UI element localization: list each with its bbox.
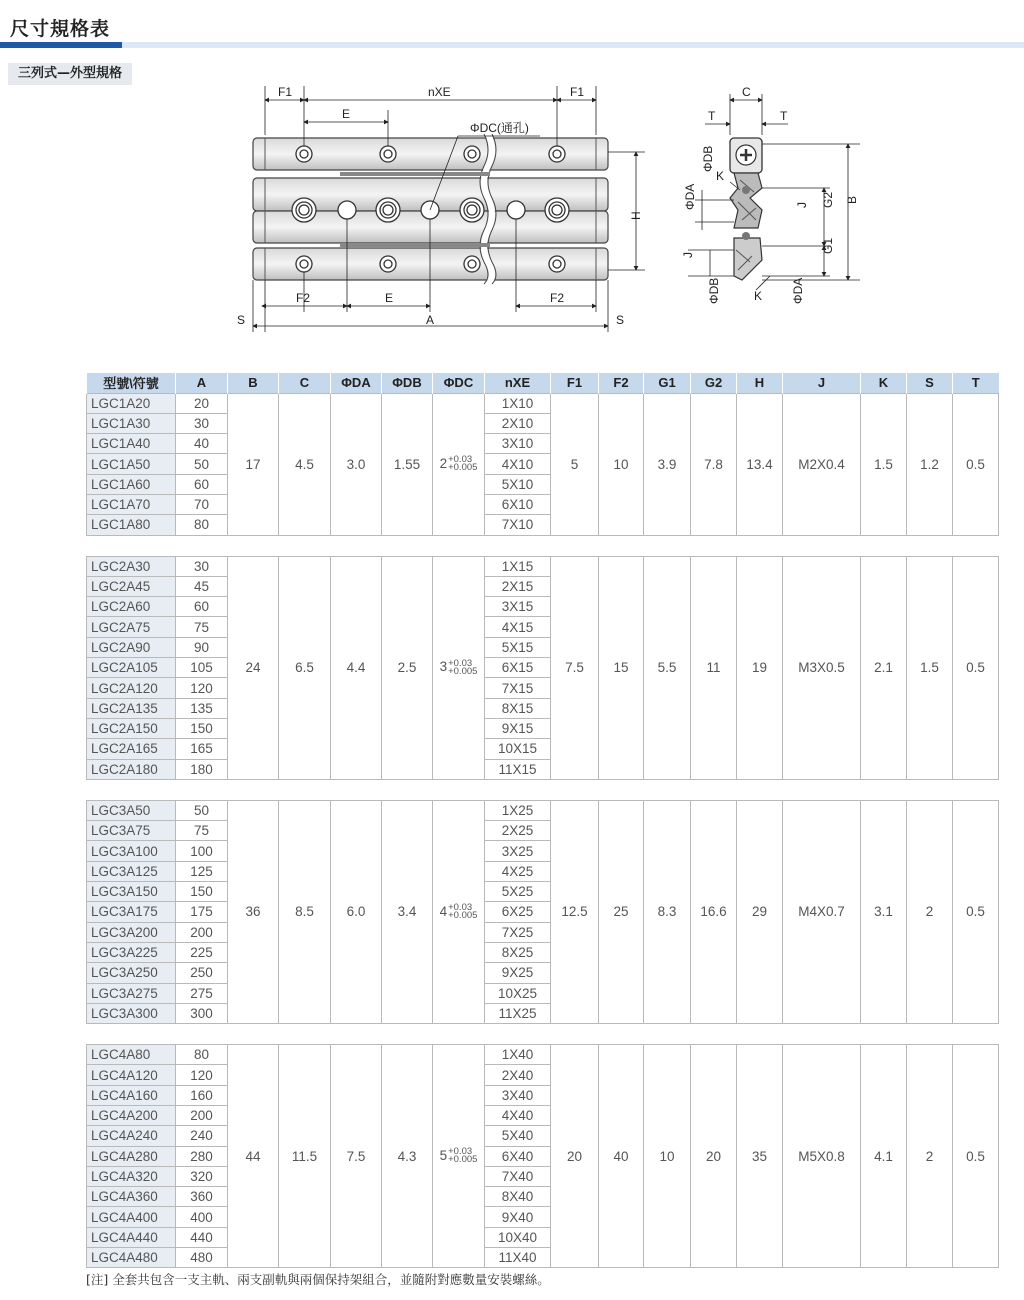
model-cell: LGC3A275 bbox=[87, 983, 176, 1003]
t-cell: 0.5 bbox=[953, 1045, 999, 1268]
model-cell: LGC1A70 bbox=[87, 494, 176, 514]
nxe-cell: 10X40 bbox=[485, 1227, 551, 1247]
column-header: C bbox=[279, 373, 331, 393]
nxe-cell: 7X40 bbox=[485, 1166, 551, 1186]
svg-text:J: J bbox=[681, 252, 695, 258]
dc-cell bbox=[433, 393, 485, 535]
a-cell: 40 bbox=[176, 434, 228, 454]
model-cell: LGC2A60 bbox=[87, 597, 176, 617]
model-cell: LGC2A75 bbox=[87, 617, 176, 637]
model-cell: LGC3A50 bbox=[87, 800, 176, 820]
a-cell: 225 bbox=[176, 942, 228, 962]
tolerance-upper: +0.03 bbox=[448, 657, 473, 669]
nxe-cell: 9X25 bbox=[485, 963, 551, 983]
b-cell: 36 bbox=[228, 800, 279, 1023]
nxe-cell: 5X10 bbox=[485, 474, 551, 494]
model-cell: LGC2A150 bbox=[87, 718, 176, 738]
tolerance-upper: +0.03 bbox=[448, 454, 473, 466]
nxe-cell: 6X10 bbox=[485, 494, 551, 514]
column-header: 型號\符號 bbox=[87, 373, 176, 393]
c-cell: 4.5 bbox=[279, 393, 331, 535]
f2-cell: 15 bbox=[599, 556, 644, 779]
dc-cell bbox=[433, 1045, 485, 1268]
tolerance-lower: +0.005 bbox=[448, 462, 478, 474]
model-cell: LGC2A165 bbox=[87, 739, 176, 759]
nxe-cell: 2X10 bbox=[485, 413, 551, 433]
a-cell: 300 bbox=[176, 1003, 228, 1023]
model-cell: LGC3A150 bbox=[87, 882, 176, 902]
c-cell: 11.5 bbox=[279, 1045, 331, 1268]
a-cell: 135 bbox=[176, 698, 228, 718]
footnote: [注] 全套共包含一支主軌、兩支副軌與兩個保持架組合，並隨附對應數量安裝螺絲。 bbox=[86, 1272, 550, 1287]
db-cell: 2.5 bbox=[382, 556, 433, 779]
dc-tolerance bbox=[448, 1148, 477, 1164]
a-cell: 60 bbox=[176, 597, 228, 617]
model-cell: LGC2A105 bbox=[87, 658, 176, 678]
h-cell: 29 bbox=[737, 800, 783, 1023]
section-title: 三列式—外型規格 bbox=[8, 63, 132, 85]
column-header: ΦDA bbox=[331, 373, 382, 393]
a-cell: 480 bbox=[176, 1248, 228, 1268]
column-header: S bbox=[907, 373, 953, 393]
model-cell: LGC2A90 bbox=[87, 637, 176, 657]
nxe-cell: 10X25 bbox=[485, 983, 551, 1003]
model-cell: LGC3A250 bbox=[87, 963, 176, 983]
nxe-cell: 4X25 bbox=[485, 861, 551, 881]
nxe-cell: 2X25 bbox=[485, 821, 551, 841]
nxe-cell: 10X15 bbox=[485, 739, 551, 759]
model-cell: LGC3A200 bbox=[87, 922, 176, 942]
table-row bbox=[87, 556, 999, 576]
nxe-cell: 8X15 bbox=[485, 698, 551, 718]
a-cell: 70 bbox=[176, 494, 228, 514]
f1-cell: 20 bbox=[551, 1045, 599, 1268]
svg-text:ΦDC(通孔): ΦDC(通孔) bbox=[470, 121, 529, 135]
nxe-cell: 9X15 bbox=[485, 718, 551, 738]
model-cell: LGC3A225 bbox=[87, 942, 176, 962]
a-cell: 240 bbox=[176, 1126, 228, 1146]
f1-cell: 7.5 bbox=[551, 556, 599, 779]
nxe-cell: 3X10 bbox=[485, 434, 551, 454]
svg-text:B: B bbox=[845, 195, 859, 204]
nxe-cell: 8X40 bbox=[485, 1187, 551, 1207]
model-cell: LGC4A200 bbox=[87, 1106, 176, 1126]
model-cell: LGC4A240 bbox=[87, 1126, 176, 1146]
table-row bbox=[87, 393, 999, 413]
a-cell: 100 bbox=[176, 841, 228, 861]
spec-table bbox=[86, 373, 999, 1268]
a-cell: 165 bbox=[176, 739, 228, 759]
svg-text:F1: F1 bbox=[278, 85, 293, 99]
a-cell: 275 bbox=[176, 983, 228, 1003]
a-cell: 360 bbox=[176, 1187, 228, 1207]
nxe-cell: 4X15 bbox=[485, 617, 551, 637]
a-cell: 180 bbox=[176, 759, 228, 779]
nxe-cell: 6X40 bbox=[485, 1146, 551, 1166]
db-cell: 1.55 bbox=[382, 393, 433, 535]
a-cell: 50 bbox=[176, 454, 228, 474]
a-cell: 200 bbox=[176, 922, 228, 942]
column-header: G2 bbox=[691, 373, 737, 393]
group-spacer bbox=[87, 1024, 999, 1045]
a-cell: 75 bbox=[176, 821, 228, 841]
f2-cell: 40 bbox=[599, 1045, 644, 1268]
title-underline-accent bbox=[0, 42, 122, 48]
nxe-cell: 1X10 bbox=[485, 393, 551, 413]
column-header: ΦDB bbox=[382, 373, 433, 393]
f2-cell: 25 bbox=[599, 800, 644, 1023]
b-cell: 24 bbox=[228, 556, 279, 779]
svg-text:T: T bbox=[780, 109, 788, 123]
column-header: F2 bbox=[599, 373, 644, 393]
svg-text:G1: G1 bbox=[821, 237, 835, 254]
page-title: 尺寸規格表 bbox=[10, 18, 111, 40]
model-cell: LGC3A125 bbox=[87, 861, 176, 881]
nxe-cell: 11X25 bbox=[485, 1003, 551, 1023]
model-cell: LGC3A100 bbox=[87, 841, 176, 861]
a-cell: 120 bbox=[176, 678, 228, 698]
tolerance-lower: +0.005 bbox=[448, 1154, 478, 1166]
tolerance-upper: +0.03 bbox=[448, 1146, 473, 1158]
tolerance-lower: +0.005 bbox=[448, 910, 478, 922]
column-header: B bbox=[228, 373, 279, 393]
g2-cell: 11 bbox=[691, 556, 737, 779]
dc-value: 4 bbox=[439, 903, 448, 919]
s-cell: 2 bbox=[907, 800, 953, 1023]
da-cell: 6.0 bbox=[331, 800, 382, 1023]
dc-tolerance bbox=[448, 904, 477, 920]
a-cell: 250 bbox=[176, 963, 228, 983]
nxe-cell: 1X15 bbox=[485, 556, 551, 576]
a-cell: 320 bbox=[176, 1166, 228, 1186]
nxe-cell: 3X15 bbox=[485, 597, 551, 617]
model-cell: LGC2A45 bbox=[87, 576, 176, 596]
svg-text:S: S bbox=[616, 313, 625, 327]
a-cell: 30 bbox=[176, 413, 228, 433]
g2-cell: 7.8 bbox=[691, 393, 737, 535]
nxe-cell: 5X25 bbox=[485, 882, 551, 902]
t-cell: 0.5 bbox=[953, 556, 999, 779]
a-cell: 30 bbox=[176, 556, 228, 576]
svg-text:K: K bbox=[754, 289, 763, 303]
k-cell: 1.5 bbox=[861, 393, 907, 535]
b-cell: 17 bbox=[228, 393, 279, 535]
dc-value: 2 bbox=[439, 455, 448, 471]
svg-text:F2: F2 bbox=[296, 291, 311, 305]
t-cell: 0.5 bbox=[953, 800, 999, 1023]
model-cell: LGC4A160 bbox=[87, 1085, 176, 1105]
column-header: J bbox=[783, 373, 861, 393]
a-cell: 440 bbox=[176, 1227, 228, 1247]
svg-text:J: J bbox=[795, 202, 809, 208]
model-cell: LGC4A400 bbox=[87, 1207, 176, 1227]
a-cell: 150 bbox=[176, 882, 228, 902]
k-cell: 3.1 bbox=[861, 800, 907, 1023]
a-cell: 150 bbox=[176, 718, 228, 738]
h-cell: 19 bbox=[737, 556, 783, 779]
nxe-cell: 1X40 bbox=[485, 1045, 551, 1065]
c-cell: 6.5 bbox=[279, 556, 331, 779]
svg-text:G2: G2 bbox=[821, 191, 835, 208]
model-cell: LGC4A440 bbox=[87, 1227, 176, 1247]
a-cell: 125 bbox=[176, 861, 228, 881]
nxe-cell: 5X40 bbox=[485, 1126, 551, 1146]
a-cell: 200 bbox=[176, 1106, 228, 1126]
svg-text:ΦDA: ΦDA bbox=[791, 277, 805, 304]
column-header: T bbox=[953, 373, 999, 393]
nxe-cell: 1X25 bbox=[485, 800, 551, 820]
spec-table-body bbox=[87, 393, 999, 1268]
k-cell: 4.1 bbox=[861, 1045, 907, 1268]
model-cell: LGC1A80 bbox=[87, 515, 176, 535]
j-cell: M4X0.7 bbox=[783, 800, 861, 1023]
nxe-cell: 9X40 bbox=[485, 1207, 551, 1227]
group-spacer bbox=[87, 535, 999, 556]
da-cell: 3.0 bbox=[331, 393, 382, 535]
g2-cell: 20 bbox=[691, 1045, 737, 1268]
f1-cell: 5 bbox=[551, 393, 599, 535]
a-cell: 20 bbox=[176, 393, 228, 413]
model-cell: LGC4A480 bbox=[87, 1248, 176, 1268]
model-cell: LGC2A120 bbox=[87, 678, 176, 698]
model-cell: LGC4A120 bbox=[87, 1065, 176, 1085]
svg-text:T: T bbox=[708, 109, 716, 123]
nxe-cell: 11X15 bbox=[485, 759, 551, 779]
column-header: K bbox=[861, 373, 907, 393]
h-cell: 35 bbox=[737, 1045, 783, 1268]
nxe-cell: 7X10 bbox=[485, 515, 551, 535]
spec-table-header bbox=[87, 373, 999, 393]
j-cell: M3X0.5 bbox=[783, 556, 861, 779]
nxe-cell: 11X40 bbox=[485, 1248, 551, 1268]
db-cell: 3.4 bbox=[382, 800, 433, 1023]
g1-cell: 8.3 bbox=[644, 800, 691, 1023]
svg-text:K: K bbox=[716, 169, 725, 183]
model-cell: LGC1A50 bbox=[87, 454, 176, 474]
a-cell: 280 bbox=[176, 1146, 228, 1166]
da-cell: 4.4 bbox=[331, 556, 382, 779]
a-cell: 80 bbox=[176, 515, 228, 535]
nxe-cell: 7X25 bbox=[485, 922, 551, 942]
nxe-cell: 6X15 bbox=[485, 658, 551, 678]
title-underline bbox=[0, 42, 1024, 48]
a-cell: 50 bbox=[176, 800, 228, 820]
a-cell: 105 bbox=[176, 658, 228, 678]
a-cell: 400 bbox=[176, 1207, 228, 1227]
s-cell: 1.5 bbox=[907, 556, 953, 779]
dc-value: 5 bbox=[439, 1148, 448, 1164]
k-cell: 2.1 bbox=[861, 556, 907, 779]
dimension-drawing bbox=[220, 80, 859, 340]
svg-text:F1: F1 bbox=[570, 85, 585, 99]
t-cell: 0.5 bbox=[953, 393, 999, 535]
nxe-cell: 4X40 bbox=[485, 1106, 551, 1126]
model-cell: LGC2A180 bbox=[87, 759, 176, 779]
column-header: H bbox=[737, 373, 783, 393]
column-header: ΦDC bbox=[433, 373, 485, 393]
a-cell: 60 bbox=[176, 474, 228, 494]
model-cell: LGC4A360 bbox=[87, 1187, 176, 1207]
g1-cell: 10 bbox=[644, 1045, 691, 1268]
nxe-cell: 7X15 bbox=[485, 678, 551, 698]
svg-text:ΦDA: ΦDA bbox=[683, 183, 697, 210]
svg-text:E: E bbox=[385, 291, 394, 305]
dc-tolerance bbox=[448, 657, 478, 677]
nxe-cell: 2X15 bbox=[485, 576, 551, 596]
model-cell: LGC4A320 bbox=[87, 1166, 176, 1186]
dc-tolerance bbox=[448, 456, 477, 472]
model-cell: LGC2A30 bbox=[87, 556, 176, 576]
model-cell: LGC1A60 bbox=[87, 474, 176, 494]
a-cell: 80 bbox=[176, 1045, 228, 1065]
svg-text:A: A bbox=[426, 313, 435, 327]
side-labels bbox=[681, 85, 859, 304]
side-view bbox=[730, 138, 762, 280]
model-cell: LGC1A40 bbox=[87, 434, 176, 454]
nxe-cell: 8X25 bbox=[485, 942, 551, 962]
model-cell: LGC1A30 bbox=[87, 413, 176, 433]
svg-text:F2: F2 bbox=[550, 291, 565, 305]
nxe-cell: 6X25 bbox=[485, 902, 551, 922]
svg-text:nXE: nXE bbox=[428, 85, 451, 99]
nxe-cell: 4X10 bbox=[485, 454, 551, 474]
s-cell: 2 bbox=[907, 1045, 953, 1268]
column-header: F1 bbox=[551, 373, 599, 393]
g1-cell: 3.9 bbox=[644, 393, 691, 535]
svg-text:ΦDB: ΦDB bbox=[701, 145, 715, 172]
f2-cell: 10 bbox=[599, 393, 644, 535]
da-cell: 7.5 bbox=[331, 1045, 382, 1268]
a-cell: 45 bbox=[176, 576, 228, 596]
model-cell: LGC3A300 bbox=[87, 1003, 176, 1023]
c-cell: 8.5 bbox=[279, 800, 331, 1023]
svg-text:ΦDB: ΦDB bbox=[707, 277, 721, 304]
model-cell: LGC4A280 bbox=[87, 1146, 176, 1166]
column-header: A bbox=[176, 373, 228, 393]
nxe-cell: 2X40 bbox=[485, 1065, 551, 1085]
table-row bbox=[87, 1045, 999, 1065]
a-cell: 160 bbox=[176, 1085, 228, 1105]
svg-text:S: S bbox=[237, 313, 246, 327]
g1-cell: 5.5 bbox=[644, 556, 691, 779]
group-spacer bbox=[87, 779, 999, 800]
tolerance-upper: +0.03 bbox=[448, 902, 473, 914]
f1-cell: 12.5 bbox=[551, 800, 599, 1023]
tolerance-lower: +0.005 bbox=[448, 665, 478, 677]
dc-cell bbox=[433, 556, 485, 779]
s-cell: 1.2 bbox=[907, 393, 953, 535]
table-row bbox=[87, 800, 999, 820]
a-cell: 75 bbox=[176, 617, 228, 637]
h-cell: 13.4 bbox=[737, 393, 783, 535]
nxe-cell: 5X15 bbox=[485, 637, 551, 657]
model-cell: LGC3A75 bbox=[87, 821, 176, 841]
dc-cell bbox=[433, 800, 485, 1023]
g2-cell: 16.6 bbox=[691, 800, 737, 1023]
model-cell: LGC2A135 bbox=[87, 698, 176, 718]
j-cell: M2X0.4 bbox=[783, 393, 861, 535]
a-cell: 120 bbox=[176, 1065, 228, 1085]
b-cell: 44 bbox=[228, 1045, 279, 1268]
model-cell: LGC4A80 bbox=[87, 1045, 176, 1065]
svg-text:C: C bbox=[742, 85, 751, 99]
dc-value: 3 bbox=[439, 659, 448, 675]
a-cell: 175 bbox=[176, 902, 228, 922]
nxe-cell: 3X40 bbox=[485, 1085, 551, 1105]
a-cell: 90 bbox=[176, 637, 228, 657]
db-cell: 4.3 bbox=[382, 1045, 433, 1268]
column-header: nXE bbox=[485, 373, 551, 393]
model-cell: LGC1A20 bbox=[87, 393, 176, 413]
column-header: G1 bbox=[644, 373, 691, 393]
model-cell: LGC3A175 bbox=[87, 902, 176, 922]
svg-text:H: H bbox=[629, 211, 643, 220]
nxe-cell: 3X25 bbox=[485, 841, 551, 861]
j-cell: M5X0.8 bbox=[783, 1045, 861, 1268]
svg-text:E: E bbox=[342, 107, 351, 121]
